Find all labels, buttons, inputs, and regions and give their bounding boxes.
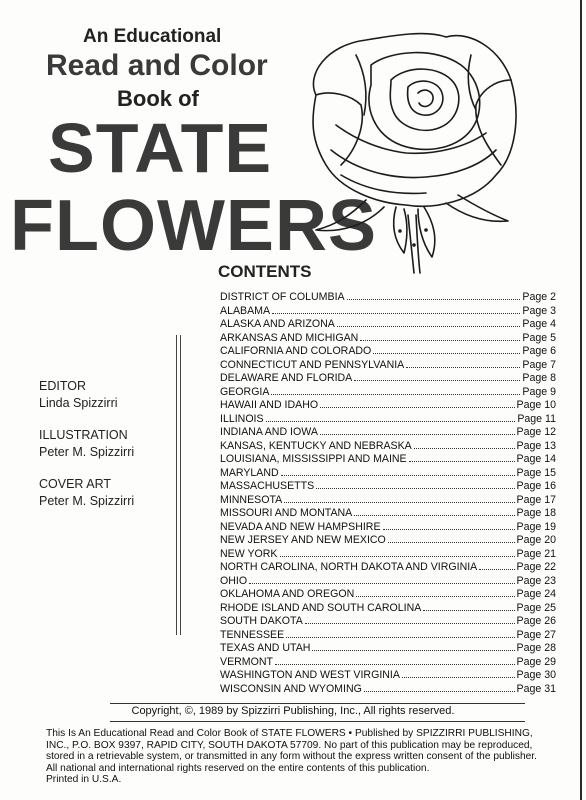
toc-row bbox=[220, 385, 556, 399]
toc-leader-dots bbox=[320, 425, 515, 435]
toc-row bbox=[220, 641, 556, 655]
toc-row bbox=[220, 587, 556, 601]
toc-entry: MASSACHUSETTS bbox=[220, 480, 315, 492]
toc-row bbox=[220, 412, 556, 426]
toc-leader-dots bbox=[284, 493, 514, 503]
toc-row bbox=[220, 628, 556, 642]
toc-page-number: Page 10 bbox=[516, 399, 556, 411]
toc-page-number: Page 12 bbox=[516, 426, 556, 438]
toc-leader-dots bbox=[409, 452, 515, 462]
toc-entry: ALASKA AND ARIZONA bbox=[220, 318, 335, 330]
toc-entry: MINNESOTA bbox=[220, 493, 283, 506]
toc-page-number: Page 29 bbox=[516, 655, 556, 668]
toc-page-number: Page 22 bbox=[516, 561, 556, 573]
toc-page-number: Page 17 bbox=[516, 493, 556, 506]
toc-entry: VERMONT bbox=[220, 655, 273, 668]
toc-row bbox=[220, 655, 556, 669]
credit-role: EDITOR bbox=[39, 379, 86, 393]
toc-page-number: Page 9 bbox=[522, 385, 556, 398]
toc-page-number: Page 23 bbox=[516, 574, 556, 587]
toc-entry: GEORGIA bbox=[220, 385, 270, 398]
toc-row bbox=[220, 439, 556, 453]
toc-entry: MISSOURI AND MONTANA bbox=[220, 507, 353, 519]
rule-bottom bbox=[110, 721, 525, 722]
toc-entry: TENNESSEE bbox=[220, 628, 285, 641]
toc-leader-dots bbox=[347, 290, 521, 300]
toc-row bbox=[220, 425, 556, 439]
toc-leader-dots bbox=[271, 385, 520, 395]
toc-entry: OHIO bbox=[220, 574, 248, 587]
toc-entry: LOUISIANA, MISSISSIPPI AND MAINE bbox=[220, 453, 407, 465]
toc-leader-dots bbox=[337, 317, 521, 327]
toc-entry: ALABAMA bbox=[220, 304, 271, 317]
table-of-contents bbox=[220, 290, 556, 695]
toc-leader-dots bbox=[406, 358, 520, 368]
toc-entry: NEW JERSEY AND NEW MEXICO bbox=[220, 534, 386, 546]
toc-row bbox=[220, 574, 556, 588]
toc-page-number: Page 8 bbox=[522, 372, 556, 384]
toc-page-number: Page 15 bbox=[516, 466, 556, 479]
toc-entry: CONNECTICUT AND PENNSYLVANIA bbox=[220, 358, 405, 371]
toc-row bbox=[220, 493, 556, 507]
toc-page-number: Page 24 bbox=[516, 588, 556, 600]
toc-leader-dots bbox=[360, 331, 520, 341]
toc-leader-dots bbox=[249, 574, 514, 584]
toc-leader-dots bbox=[402, 668, 515, 678]
toc-page-number: Page 26 bbox=[516, 615, 556, 627]
publisher-line: All national and international rights reserved on the entire contents of this publication. bbox=[46, 762, 430, 774]
toc-page-number: Page 21 bbox=[516, 547, 556, 560]
toc-row bbox=[220, 668, 556, 682]
toc-leader-dots bbox=[354, 371, 520, 381]
publisher-line: INC., P.O. BOX 9397, RAPID CITY, SOUTH DAKOTA 57709. No part of this publication may be reproduced, bbox=[46, 739, 533, 751]
publisher-line: This Is An Educational Read and Color Book of STATE FLOWERS • Published by SPIZZIRRI PUBLISHING, bbox=[46, 728, 533, 739]
toc-leader-dots bbox=[312, 641, 514, 651]
toc-leader-dots bbox=[316, 479, 514, 489]
toc-entry: MARYLAND bbox=[220, 466, 279, 479]
publisher-notice bbox=[46, 728, 566, 786]
toc-leader-dots bbox=[373, 344, 520, 354]
toc-entry: WISCONSIN AND WYOMING bbox=[220, 682, 362, 695]
credit-editor bbox=[39, 378, 179, 412]
toc-page-number: Page 14 bbox=[516, 453, 556, 465]
toc-leader-dots bbox=[272, 304, 520, 314]
toc-leader-dots bbox=[266, 412, 516, 422]
toc-page-number: Page 13 bbox=[516, 439, 556, 452]
toc-row bbox=[220, 547, 556, 561]
toc-page-number: Page 19 bbox=[516, 520, 556, 533]
credit-role: ILLUSTRATION bbox=[39, 428, 128, 442]
toc-row bbox=[220, 358, 556, 372]
title-line-read-and-color: Read and Color bbox=[46, 49, 268, 82]
credit-name: Peter M. Spizzirri bbox=[39, 445, 135, 459]
toc-entry: KANSAS, KENTUCKY AND NEBRASKA bbox=[220, 439, 412, 452]
toc-row bbox=[220, 290, 556, 304]
toc-leader-dots bbox=[479, 560, 514, 570]
toc-row bbox=[220, 533, 556, 547]
credit-role: COVER ART bbox=[39, 477, 112, 491]
toc-page-number: Page 28 bbox=[516, 642, 556, 654]
toc-page-number: Page 16 bbox=[516, 480, 556, 492]
toc-row bbox=[220, 344, 556, 358]
toc-page-number: Page 30 bbox=[516, 669, 556, 681]
credit-name: Linda Spizzirri bbox=[39, 396, 118, 410]
toc-leader-dots bbox=[305, 614, 515, 624]
toc-entry: INDIANA AND IOWA bbox=[220, 426, 318, 438]
toc-row bbox=[220, 560, 556, 574]
toc-leader-dots bbox=[281, 466, 515, 476]
toc-entry: DELAWARE AND FLORIDA bbox=[220, 372, 353, 384]
toc-entry: NORTH CAROLINA, NORTH DAKOTA AND VIRGINIA bbox=[220, 561, 478, 573]
toc-entry: RHODE ISLAND AND SOUTH CAROLINA bbox=[220, 601, 422, 614]
toc-row bbox=[220, 317, 556, 331]
toc-row bbox=[220, 601, 556, 615]
toc-leader-dots bbox=[356, 587, 514, 597]
toc-row bbox=[220, 331, 556, 345]
toc-page-number: Page 20 bbox=[516, 534, 556, 546]
toc-row bbox=[220, 371, 556, 385]
toc-page-number: Page 18 bbox=[516, 507, 556, 519]
toc-entry: ILLINOIS bbox=[220, 412, 264, 425]
toc-leader-dots bbox=[286, 628, 514, 638]
toc-row bbox=[220, 682, 556, 696]
toc-row bbox=[220, 614, 556, 628]
credits bbox=[39, 378, 179, 525]
publisher-line: Printed in U.S.A. bbox=[46, 774, 122, 786]
title-line-state: STATE bbox=[48, 109, 273, 187]
toc-entry: HAWAII AND IDAHO bbox=[220, 399, 319, 411]
credit-cover-art bbox=[39, 476, 179, 510]
rule-top bbox=[110, 703, 525, 704]
toc-page-number: Page 6 bbox=[522, 345, 556, 357]
publisher-line: stored in a retrievable system, or transmitted in any form without the express written consent of the publisher. bbox=[46, 751, 537, 763]
toc-leader-dots bbox=[414, 439, 515, 449]
toc-row bbox=[220, 466, 556, 480]
toc-page-number: Page 11 bbox=[517, 412, 556, 425]
toc-page-number: Page 7 bbox=[522, 358, 556, 371]
toc-leader-dots bbox=[423, 601, 514, 611]
toc-entry: CALIFORNIA AND COLORADO bbox=[220, 345, 372, 357]
toc-leader-dots bbox=[275, 655, 515, 665]
toc-entry: WASHINGTON AND WEST VIRGINIA bbox=[220, 669, 400, 681]
toc-leader-dots bbox=[383, 520, 515, 530]
toc-leader-dots bbox=[320, 398, 514, 408]
credit-illustration bbox=[39, 427, 179, 461]
page-border-right bbox=[580, 0, 582, 800]
toc-page-number: Page 25 bbox=[516, 601, 556, 614]
title-line-flowers: FLOWERS bbox=[10, 186, 377, 266]
contents-heading: CONTENTS bbox=[218, 262, 312, 281]
toc-page-number: Page 27 bbox=[516, 628, 556, 641]
toc-leader-dots bbox=[354, 506, 514, 516]
toc-page-number: Page 3 bbox=[522, 304, 556, 317]
toc-leader-dots bbox=[280, 547, 515, 557]
title-line-educational: An Educational bbox=[83, 26, 222, 47]
toc-row bbox=[220, 398, 556, 412]
toc-page-number: Page 2 bbox=[522, 291, 556, 303]
toc-entry: NEVADA AND NEW HAMPSHIRE bbox=[220, 520, 381, 533]
toc-page-number: Page 31 bbox=[516, 682, 556, 695]
toc-row bbox=[220, 304, 556, 318]
toc-row bbox=[220, 479, 556, 493]
toc-entry: DISTRICT OF COLUMBIA bbox=[220, 291, 345, 303]
credit-name: Peter M. Spizzirri bbox=[39, 494, 135, 508]
toc-leader-dots bbox=[364, 682, 515, 692]
toc-entry: SOUTH DAKOTA bbox=[220, 615, 303, 627]
toc-entry: NEW YORK bbox=[220, 547, 278, 560]
title-line-book-of: Book of bbox=[117, 86, 199, 111]
copyright-notice: Copyright, ©, 1989 by Spizzirri Publishing, Inc., All rights reserved. bbox=[131, 705, 455, 717]
toc-entry: ARKANSAS AND MICHIGAN bbox=[220, 331, 359, 344]
toc-leader-dots bbox=[388, 533, 515, 543]
toc-row bbox=[220, 452, 556, 466]
toc-page-number: Page 5 bbox=[522, 331, 556, 344]
toc-row bbox=[220, 520, 556, 534]
toc-row bbox=[220, 506, 556, 520]
rose-illustration bbox=[296, 25, 526, 275]
toc-entry: TEXAS AND UTAH bbox=[220, 642, 311, 654]
toc-entry: OKLAHOMA AND OREGON bbox=[220, 588, 355, 600]
toc-page-number: Page 4 bbox=[522, 318, 556, 330]
